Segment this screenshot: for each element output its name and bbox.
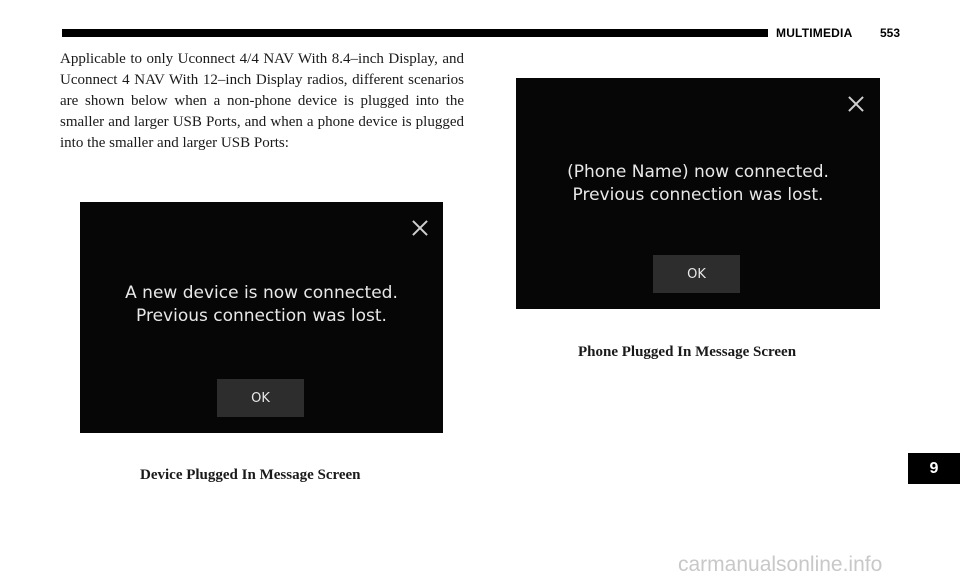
body-paragraph: Applicable to only Uconnect 4/4 NAV With 8.4–inch Display, and Uconnect 4 NAV With 12–inch Display radios, different scenarios are shown below when a non-phone device is plugged into the smaller and larger USB Ports, and when a phone device is plugged into the smaller and larger USB Ports: [60,51,464,151]
close-icon[interactable] [847,95,865,113]
device-message-screen [80,202,443,433]
phone-ok-button[interactable]: OK [653,255,740,293]
device-message-line2: Previous connection was lost. [136,306,387,326]
phone-message-line2: Previous connection was lost. [572,185,824,205]
header-rule [62,29,768,37]
page-number: 553 [880,26,901,40]
watermark: carmanualsonline.info [678,553,883,576]
section-title: MULTIMEDIA [776,26,853,40]
phone-message-screen [516,78,880,309]
phone-message-line1: (Phone Name) now connected. [567,162,829,182]
device-message-line1: A new device is now connected. [125,283,398,303]
device-ok-button[interactable]: OK [217,379,304,417]
chapter-tab: 9 [908,453,960,484]
phone-message [516,161,880,207]
device-caption: Device Plugged In Message Screen [140,467,361,483]
phone-caption: Phone Plugged In Message Screen [578,344,797,360]
device-message [80,282,443,328]
close-icon[interactable] [411,219,429,237]
